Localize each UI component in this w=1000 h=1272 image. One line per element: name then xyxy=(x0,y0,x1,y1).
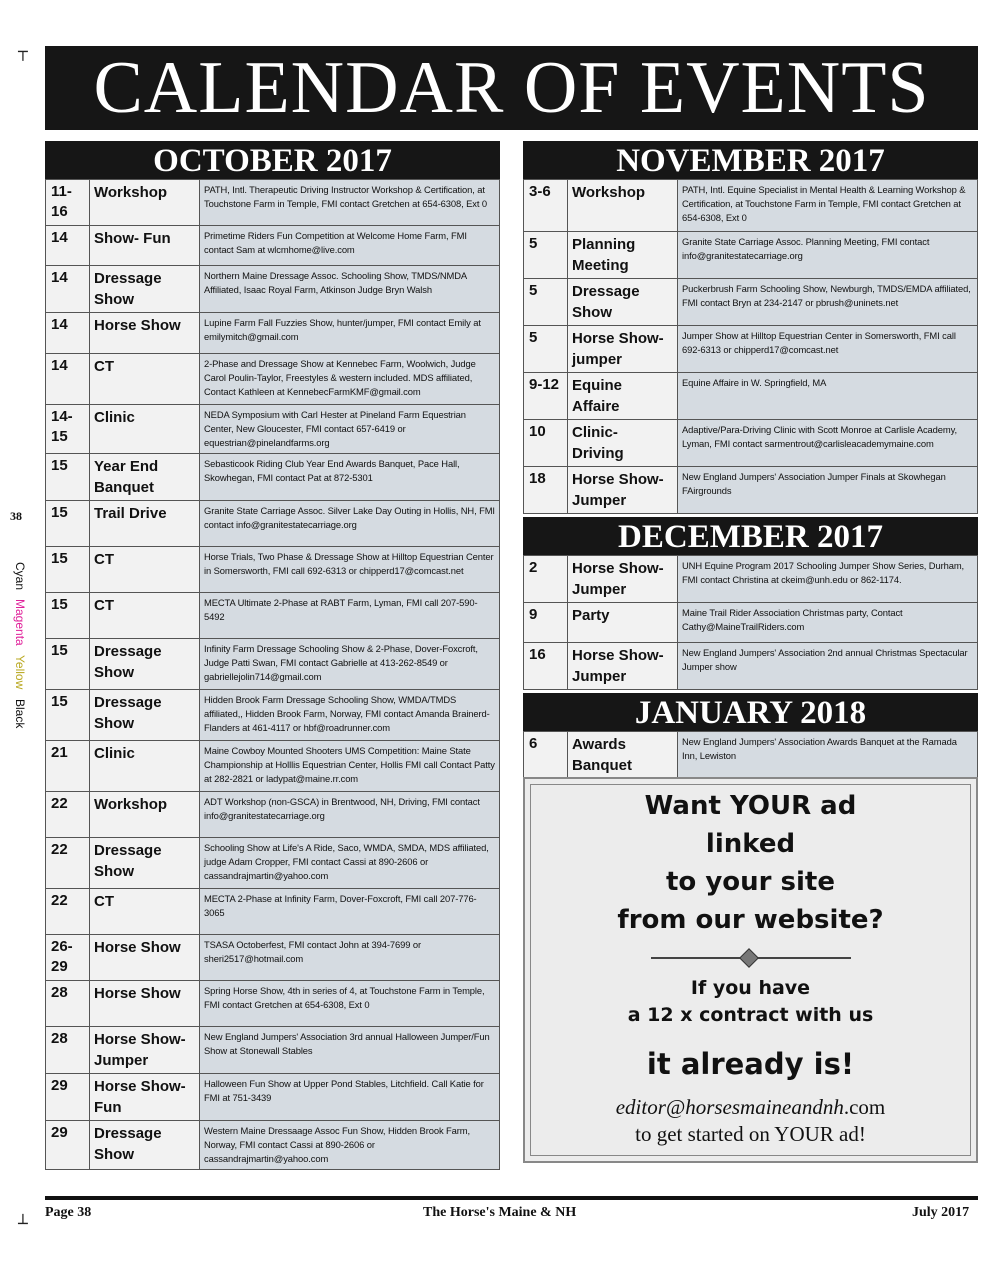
event-description: Maine Cowboy Mounted Shooters UMS Competition: Maine State Championship at Holllis Equestrian Center, Hollis FMI call Contact Patty at 282-2821 or ladypat@maine.rr.com xyxy=(200,741,500,792)
event-type: Clinic xyxy=(90,741,200,792)
event-date: 15 xyxy=(46,547,90,593)
ad-line-2: linked xyxy=(705,829,796,859)
event-row xyxy=(524,467,978,514)
event-type: CT xyxy=(90,889,200,935)
color-registration-strip xyxy=(13,562,27,734)
event-type: Planning Meeting xyxy=(568,232,678,279)
event-row xyxy=(524,180,978,232)
event-row xyxy=(46,454,500,501)
diamond-ornament-icon xyxy=(739,948,759,968)
event-row xyxy=(46,935,500,981)
event-type: Dressage Show xyxy=(90,690,200,741)
event-description: 2-Phase and Dressage Show at Kennebec Farm, Woolwich, Judge Carol Poulin-Taylor, Freestyles & western included. MDS affiliated, Contact Kathleen at KennebecFarmKMF@gmail.com xyxy=(200,354,500,405)
october-table xyxy=(45,179,500,1170)
event-description: New England Jumpers' Association 2nd annual Christmas Spectacular Jumper show xyxy=(678,643,978,690)
event-description: NEDA Symposium with Carl Hester at Pineland Farm Equestrian Center, New Gloucester, FMI contact 657-6419 or equestrian@pinelandfarms.org xyxy=(200,405,500,454)
event-type: Dressage Show xyxy=(90,639,200,690)
month-header-january: JANUARY 2018 xyxy=(523,693,978,731)
event-row xyxy=(46,838,500,889)
december-table xyxy=(523,555,978,690)
event-date: 28 xyxy=(46,981,90,1027)
event-date: 16 xyxy=(524,643,568,690)
magenta-label: Magenta xyxy=(13,599,27,647)
event-description: New England Jumpers' Association 3rd annual Halloween Jumper/Fun Show at Stonewall Stables xyxy=(200,1027,500,1074)
event-date: 3-6 xyxy=(524,180,568,232)
event-row xyxy=(46,981,500,1027)
event-description: Hidden Brook Farm Dressage Schooling Show, WMDA/TMDS affiliated,, Hidden Brook Farm, Norway, FMI contact Amanda Brainerd-Flanders at 461-4117 or hbf@roadrunner.com xyxy=(200,690,500,741)
event-date: 14 xyxy=(46,313,90,354)
event-description: Maine Trail Rider Association Christmas party, Contact Cathy@MaineTrailRiders.com xyxy=(678,603,978,643)
event-row xyxy=(46,313,500,354)
event-date: 10 xyxy=(524,420,568,467)
ad-divider xyxy=(651,951,851,965)
event-type: CT xyxy=(90,354,200,405)
event-date: 9 xyxy=(524,603,568,643)
event-row xyxy=(46,405,500,454)
event-row xyxy=(524,232,978,279)
ad-big-line: it already is! xyxy=(646,1047,855,1081)
ad-headline xyxy=(525,787,976,939)
cyan-label: Cyan xyxy=(13,562,27,591)
event-type: CT xyxy=(90,593,200,639)
event-date: 9-12 xyxy=(524,373,568,420)
event-description: Western Maine Dressaage Assoc Fun Show, Hidden Brook Farm, Norway, FMI contact Cassi at 890-2606 or cassandrajmartin@yahoo.com xyxy=(200,1121,500,1170)
event-row xyxy=(524,373,978,420)
event-date: 15 xyxy=(46,501,90,547)
event-description: Granite State Carriage Assoc. Silver Lake Day Outing in Hollis, NH, FMI contact info@granitestatecarriage.org xyxy=(200,501,500,547)
event-date: 22 xyxy=(46,792,90,838)
event-type: Year End Banquet xyxy=(90,454,200,501)
event-date: 15 xyxy=(46,639,90,690)
event-date: 14 xyxy=(46,266,90,313)
event-type: Horse Show-Jumper xyxy=(568,643,678,690)
event-date: 21 xyxy=(46,741,90,792)
event-row xyxy=(46,266,500,313)
yellow-label: Yellow xyxy=(13,655,27,690)
event-date: 22 xyxy=(46,838,90,889)
black-label: Black xyxy=(13,699,27,729)
event-type: Dressage Show xyxy=(90,266,200,313)
event-description: MECTA Ultimate 2-Phase at RABT Farm, Lyman, FMI call 207-590-5492 xyxy=(200,593,500,639)
event-row xyxy=(46,547,500,593)
footer-page: Page 38 xyxy=(45,1205,92,1220)
event-row xyxy=(524,603,978,643)
month-header-december: DECEMBER 2017 xyxy=(523,517,978,555)
event-type: Dressage Show xyxy=(90,838,200,889)
event-date: 28 xyxy=(46,1027,90,1074)
october-section xyxy=(45,141,500,1170)
event-description: Halloween Fun Show at Upper Pond Stables, Litchfield. Call Katie for FMI at 751-3439 xyxy=(200,1074,500,1121)
event-date: 14 xyxy=(46,354,90,405)
event-date: 26-29 xyxy=(46,935,90,981)
event-description: Equine Affaire in W. Springfield, MA xyxy=(678,373,978,420)
ad-last-line: to get started on YOUR ad! xyxy=(635,1122,866,1146)
event-row xyxy=(524,420,978,467)
event-type: Workshop xyxy=(90,792,200,838)
event-row xyxy=(46,889,500,935)
event-type: Trail Drive xyxy=(90,501,200,547)
event-description: Sebasticook Riding Club Year End Awards Banquet, Pace Hall, Skowhegan, FMI contact Pat at 872-5301 xyxy=(200,454,500,501)
ad-email-address[interactable]: editor@horsesmaineandnh xyxy=(615,1095,844,1119)
event-row xyxy=(46,1121,500,1170)
footer-rule xyxy=(45,1196,978,1200)
ad-sub-2: a 12 x contract with us xyxy=(627,1004,874,1026)
event-date: 14 xyxy=(46,226,90,266)
event-date: 22 xyxy=(46,889,90,935)
event-row xyxy=(524,279,978,326)
event-type: Workshop xyxy=(568,180,678,232)
event-row xyxy=(46,354,500,405)
event-description: Spring Horse Show, 4th in series of 4, at Touchstone Farm in Temple, FMI contact Gretchen at 654-6308, Ext 0 xyxy=(200,981,500,1027)
event-type: Equine Affaire xyxy=(568,373,678,420)
event-description: New England Jumpers' Association Jumper Finals at Skowhegan FAirgrounds xyxy=(678,467,978,514)
event-row xyxy=(46,639,500,690)
event-date: 6 xyxy=(524,732,568,779)
event-description: Granite State Carriage Assoc. Planning Meeting, FMI contact info@granitestatecarriage.org xyxy=(678,232,978,279)
footer-publication: The Horse's Maine & NH xyxy=(423,1205,577,1220)
event-description: Lupine Farm Fall Fuzzies Show, hunter/jumper, FMI contact Emily at emilymitch@gmail.com xyxy=(200,313,500,354)
event-description: Schooling Show at Life's A Ride, Saco, WMDA, SMDA, MDS affiliated, judge Adam Cropper, FMI contact Cassi at 890-2606 or cassandrajmartin@yahoo.com xyxy=(200,838,500,889)
event-row xyxy=(524,326,978,373)
event-row xyxy=(524,732,978,779)
right-column xyxy=(523,141,978,779)
event-type: Horse Show xyxy=(90,981,200,1027)
event-description: Horse Trials, Two Phase & Dressage Show at Hilltop Equestrian Center in Somersworth, FMI call 692-6313 or chipperd17@comcast.net xyxy=(200,547,500,593)
event-date: 29 xyxy=(46,1074,90,1121)
event-type: CT xyxy=(90,547,200,593)
event-description: ADT Workshop (non-GSCA) in Brentwood, NH, Driving, FMI contact info@granitestatecarriage.org xyxy=(200,792,500,838)
month-header-october: OCTOBER 2017 xyxy=(45,141,500,179)
event-description: Northern Maine Dressage Assoc. Schooling Show, TMDS/NMDA Affiliated, Isaac Royal Farm, Atkinson Judge Bryn Walsh xyxy=(200,266,500,313)
event-type: Workshop xyxy=(90,180,200,226)
event-row xyxy=(46,1074,500,1121)
event-description: UNH Equine Program 2017 Schooling Jumper Show Series, Durham, FMI contact Christina at ckeim@unh.edu or 862-1174. xyxy=(678,556,978,603)
event-row xyxy=(46,501,500,547)
event-row xyxy=(524,556,978,603)
event-date: 5 xyxy=(524,232,568,279)
event-type: Horse Show-Jumper xyxy=(568,556,678,603)
ad-email-link[interactable] xyxy=(525,1095,976,1120)
event-date: 5 xyxy=(524,279,568,326)
event-type: Horse Show-jumper xyxy=(568,326,678,373)
event-description: MECTA 2-Phase at Infinity Farm, Dover-Foxcroft, FMI call 207-776-3065 xyxy=(200,889,500,935)
event-description: Jumper Show at Hilltop Equestrian Center in Somersworth, FMI call 692-6313 or chipperd17@comcast.net xyxy=(678,326,978,373)
event-row xyxy=(524,643,978,690)
ad-line-3: to your site xyxy=(666,867,835,897)
event-row xyxy=(46,741,500,792)
event-date: 15 xyxy=(46,593,90,639)
event-date: 18 xyxy=(524,467,568,514)
ad-line-4: from our website? xyxy=(617,905,884,935)
event-description: Infinity Farm Dressage Schooling Show & 2-Phase, Dover-Foxcroft, Judge Patti Swan, FMI contact Gabrielle at 413-262-8549 or gabriellejolin714@gmail.com xyxy=(200,639,500,690)
crop-mark-bottom: ┴ xyxy=(18,1214,28,1233)
event-description: PATH, Intl. Equine Specialist in Mental Health & Learning Workshop & Certification, at Touchstone Farm in Temple, FMI contact Gretchen at 654-6308, Ext 0 xyxy=(678,180,978,232)
event-type: Horse Show-Fun xyxy=(90,1074,200,1121)
event-description: Puckerbrush Farm Schooling Show, Newburgh, TMDS/EMDA affiliated, FMI contact Bryn at 234-2147 or pbrush@uninets.net xyxy=(678,279,978,326)
november-table xyxy=(523,179,978,514)
ad-email-tail[interactable]: .com xyxy=(843,1095,886,1119)
event-date: 15 xyxy=(46,454,90,501)
event-date: 29 xyxy=(46,1121,90,1170)
page-title: CALENDAR OF EVENTS xyxy=(45,46,978,130)
event-type: Show- Fun xyxy=(90,226,200,266)
event-description: Primetime Riders Fun Competition at Welcome Home Farm, FMI contact Sam at wlcmhome@live.com xyxy=(200,226,500,266)
event-row xyxy=(46,690,500,741)
ad-line-1: Want YOUR ad xyxy=(644,791,857,821)
event-type: Clinic- Driving xyxy=(568,420,678,467)
ad-sub-1: If you have xyxy=(690,977,811,999)
event-type: Clinic xyxy=(90,405,200,454)
event-row xyxy=(46,226,500,266)
event-type: Dressage Show xyxy=(568,279,678,326)
side-page-number: 38 xyxy=(10,509,22,523)
event-type: Dressage Show xyxy=(90,1121,200,1170)
event-date: 14-15 xyxy=(46,405,90,454)
event-type: Awards Banquet xyxy=(568,732,678,779)
event-description: PATH, Intl. Therapeutic Driving Instructor Workshop & Certification, at Touchstone Farm in Temple, FMI contact Gretchen at 654-6308, Ext 0 xyxy=(200,180,500,226)
event-description: TSASA Octoberfest, FMI contact John at 394-7699 or sheri2517@hotmail.com xyxy=(200,935,500,981)
event-date: 15 xyxy=(46,690,90,741)
event-row xyxy=(46,1027,500,1074)
event-date: 2 xyxy=(524,556,568,603)
event-type: Horse Show-Jumper xyxy=(90,1027,200,1074)
event-type: Horse Show-Jumper xyxy=(568,467,678,514)
event-row xyxy=(46,593,500,639)
event-row xyxy=(46,180,500,226)
month-header-november: NOVEMBER 2017 xyxy=(523,141,978,179)
event-date: 5 xyxy=(524,326,568,373)
event-description: New England Jumpers' Association Awards Banquet at the Ramada Inn, Lewiston xyxy=(678,732,978,779)
event-date: 11-16 xyxy=(46,180,90,226)
advertisement-box xyxy=(523,777,978,1163)
event-type: Horse Show xyxy=(90,935,200,981)
event-description: Adaptive/Para-Driving Clinic with Scott Monroe at Carlisle Academy, Lyman, FMI contact sarmentrout@carlisleacademymaine.com xyxy=(678,420,978,467)
event-row xyxy=(46,792,500,838)
footer-date: July 2017 xyxy=(912,1205,970,1220)
event-type: Party xyxy=(568,603,678,643)
january-table xyxy=(523,731,978,779)
crop-mark-top: ┬ xyxy=(18,42,28,61)
event-type: Horse Show xyxy=(90,313,200,354)
